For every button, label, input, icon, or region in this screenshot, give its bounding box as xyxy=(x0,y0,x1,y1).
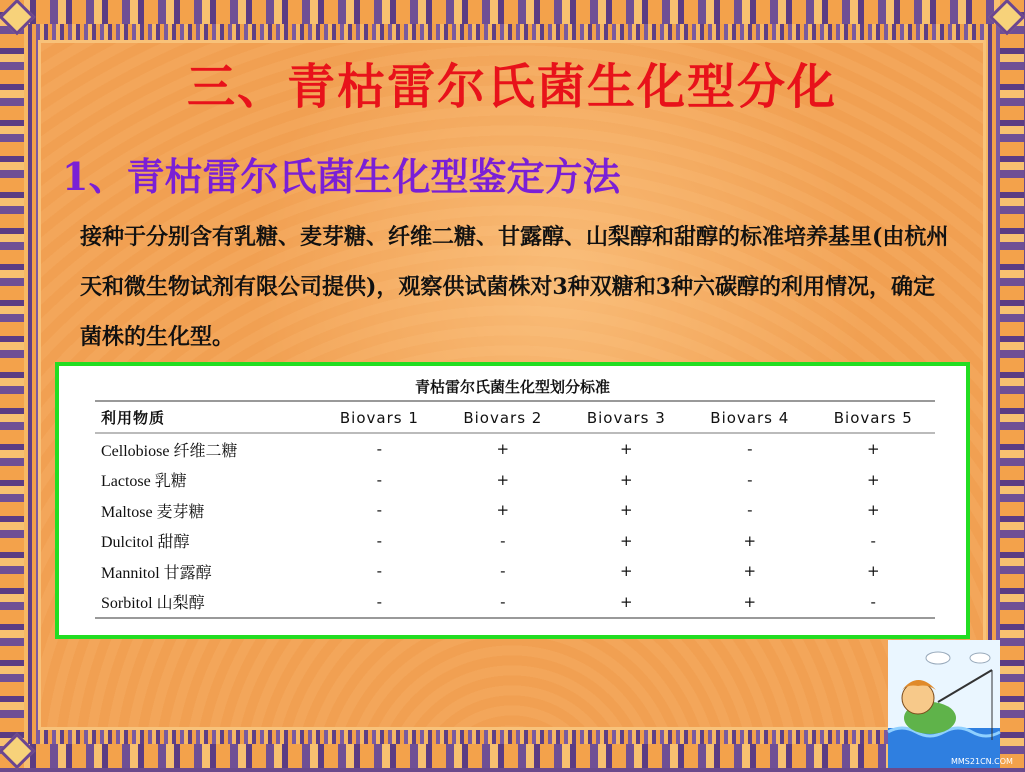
result-cell: + xyxy=(743,562,757,581)
result-cell: + xyxy=(620,531,633,550)
result-cell: - xyxy=(376,531,383,550)
result-cell: - xyxy=(376,562,383,581)
result-cell: + xyxy=(866,470,880,489)
result-cell: + xyxy=(496,440,510,459)
table-row xyxy=(95,495,935,526)
biovar-table xyxy=(95,400,935,619)
biovar-table-figure xyxy=(55,362,970,639)
header-biovar-3: Biovars 3 xyxy=(565,401,688,433)
substance-name: Sorbitol 山梨醇 xyxy=(95,587,318,619)
result-cell: + xyxy=(866,562,880,581)
table-row xyxy=(95,465,935,496)
slide-title: 三、青枯雷尔氏菌生化型分化 xyxy=(186,59,837,115)
substance-name: Cellobiose 纤维二糖 xyxy=(101,442,238,460)
table-row xyxy=(95,433,935,465)
header-biovar-2: Biovars 2 xyxy=(441,401,564,433)
result-cell: - xyxy=(500,531,506,550)
result-cell: - xyxy=(747,470,753,489)
result-cell: - xyxy=(870,531,876,550)
fishing-cartoon-icon xyxy=(888,640,1013,768)
substance-name: Dulcitol 甜醇 xyxy=(101,534,190,552)
frame-border-bottom xyxy=(0,744,1024,768)
section-heading: 1、青枯雷尔氏菌生化型鉴定方法 xyxy=(62,154,621,199)
result-cell: - xyxy=(747,501,753,520)
fishing-cartoon-drawing xyxy=(888,640,1013,768)
result-cell: - xyxy=(441,587,564,619)
result-cell: - xyxy=(747,440,753,459)
substance-name: Maltose 麦芽糖 xyxy=(101,503,205,521)
table-header-row xyxy=(95,401,935,433)
method-paragraph: 接种于分别含有乳糖、麦芽糖、纤维二糖、甘露醇、山梨醇和甜醇的标准培养基里(由杭州天和微生物试剂有限公司提供)，观察供试菌株对3种双糖和3种六碳醇的利用情况，确定菌株的生化型。 xyxy=(80,224,949,350)
result-cell: + xyxy=(743,531,757,550)
frame-border-top xyxy=(0,0,1024,24)
result-cell: - xyxy=(376,440,383,459)
substance-name: Lactose 乳糖 xyxy=(101,473,187,491)
result-cell: + xyxy=(620,501,633,520)
result-cell: + xyxy=(866,440,880,459)
result-cell: + xyxy=(620,562,633,581)
result-cell: - xyxy=(318,587,441,619)
result-cell: + xyxy=(496,470,510,489)
result-cell: - xyxy=(376,501,383,520)
result-cell: + xyxy=(620,470,633,489)
header-substance: 利用物质 xyxy=(95,401,318,433)
header-biovar-5: Biovars 5 xyxy=(812,401,935,433)
result-cell: + xyxy=(688,587,811,619)
watermark-text: MMS21CN.COM xyxy=(951,757,1013,766)
substance-name: Mannitol 甘露醇 xyxy=(101,564,212,582)
result-cell: - xyxy=(812,587,935,619)
result-cell: - xyxy=(376,470,383,489)
table-caption: 青枯雷尔氏菌生化型划分标准 xyxy=(414,378,610,396)
result-cell: - xyxy=(500,562,506,581)
table-row xyxy=(95,526,935,557)
result-cell: + xyxy=(866,501,880,520)
table-row xyxy=(95,587,935,619)
result-cell: + xyxy=(565,587,688,619)
result-cell: + xyxy=(620,440,633,459)
result-cell: + xyxy=(496,501,510,520)
header-biovar-4: Biovars 4 xyxy=(688,401,811,433)
header-biovar-1: Biovars 1 xyxy=(318,401,441,433)
table-row xyxy=(95,556,935,587)
